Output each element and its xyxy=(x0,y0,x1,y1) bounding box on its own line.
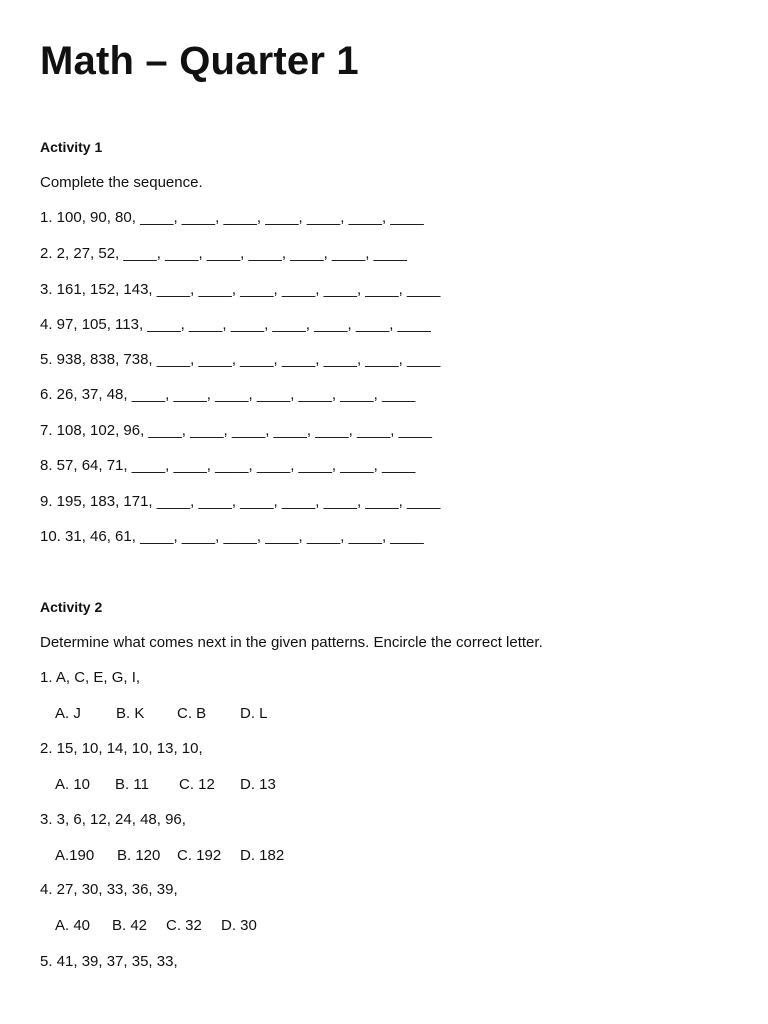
sequence-item: 4. 97, 105, 113, ____, ____, ____, ____, ____, ____, ____ xyxy=(40,316,431,333)
sequence-item: 2. 2, 27, 52, ____, ____, ____, ____, ____, ____, ____ xyxy=(40,245,407,262)
sequence-item: 9. 195, 183, 171, ____, ____, ____, ____, ____, ____, ____ xyxy=(40,493,441,510)
choice-d: D. 30 xyxy=(221,917,257,934)
choice-c: C. 192 xyxy=(177,847,222,864)
pattern-question: 3. 3, 6, 12, 24, 48, 96, xyxy=(40,811,186,828)
activity-2-instruction: Determine what comes next in the given patterns. Encircle the correct letter. xyxy=(40,634,543,651)
activity-2-heading: Activity 2 xyxy=(40,599,103,615)
sequence-item: 6. 26, 37, 48, ____, ____, ____, ____, ____, ____, ____ xyxy=(40,386,416,403)
choice-a: A.190 xyxy=(55,847,95,864)
pattern-question: 1. A, C, E, G, I, xyxy=(40,669,141,686)
choice-a: A. 10 xyxy=(55,776,91,793)
choice-b: B. K xyxy=(116,705,145,722)
sequence-item: 5. 938, 838, 738, ____, ____, ____, ____, ____, ____, ____ xyxy=(40,351,441,368)
choice-c: C. B xyxy=(177,705,207,722)
sequence-item: 3. 161, 152, 143, ____, ____, ____, ____, ____, ____, ____ xyxy=(40,281,441,298)
answer-choices xyxy=(55,704,268,724)
pattern-question: 4. 27, 30, 33, 36, 39, xyxy=(40,881,178,898)
choice-d: D. 182 xyxy=(240,847,285,864)
choice-a: A. 40 xyxy=(55,917,91,934)
choice-c: C. 32 xyxy=(166,917,202,934)
choice-d: D. L xyxy=(240,705,268,722)
answer-choices xyxy=(55,916,257,936)
answer-choices xyxy=(55,846,284,866)
choice-b: B. 11 xyxy=(115,776,149,793)
choice-d: D. 13 xyxy=(240,776,276,793)
activity-1-instruction: Complete the sequence. xyxy=(40,174,203,191)
choice-a: A. J xyxy=(55,705,81,722)
sequence-item: 7. 108, 102, 96, ____, ____, ____, ____, ____, ____, ____ xyxy=(40,422,433,439)
pattern-question: 2. 15, 10, 14, 10, 13, 10, xyxy=(40,740,203,757)
page-title: Math – Quarter 1 xyxy=(40,39,359,83)
choice-c: C. 12 xyxy=(179,776,215,793)
pattern-question: 5. 41, 39, 37, 35, 33, xyxy=(40,953,178,970)
sequence-item: 1. 100, 90, 80, ____, ____, ____, ____, ____, ____, ____ xyxy=(40,209,424,226)
answer-choices xyxy=(55,775,276,795)
choice-b: B. 42 xyxy=(112,917,148,934)
activity-1-heading: Activity 1 xyxy=(40,139,103,155)
sequence-item: 8. 57, 64, 71, ____, ____, ____, ____, ____, ____, ____ xyxy=(40,457,416,474)
choice-b: B. 120 xyxy=(117,847,161,864)
sequence-item: 10. 31, 46, 61, ____, ____, ____, ____, ____, ____, ____ xyxy=(40,528,424,545)
